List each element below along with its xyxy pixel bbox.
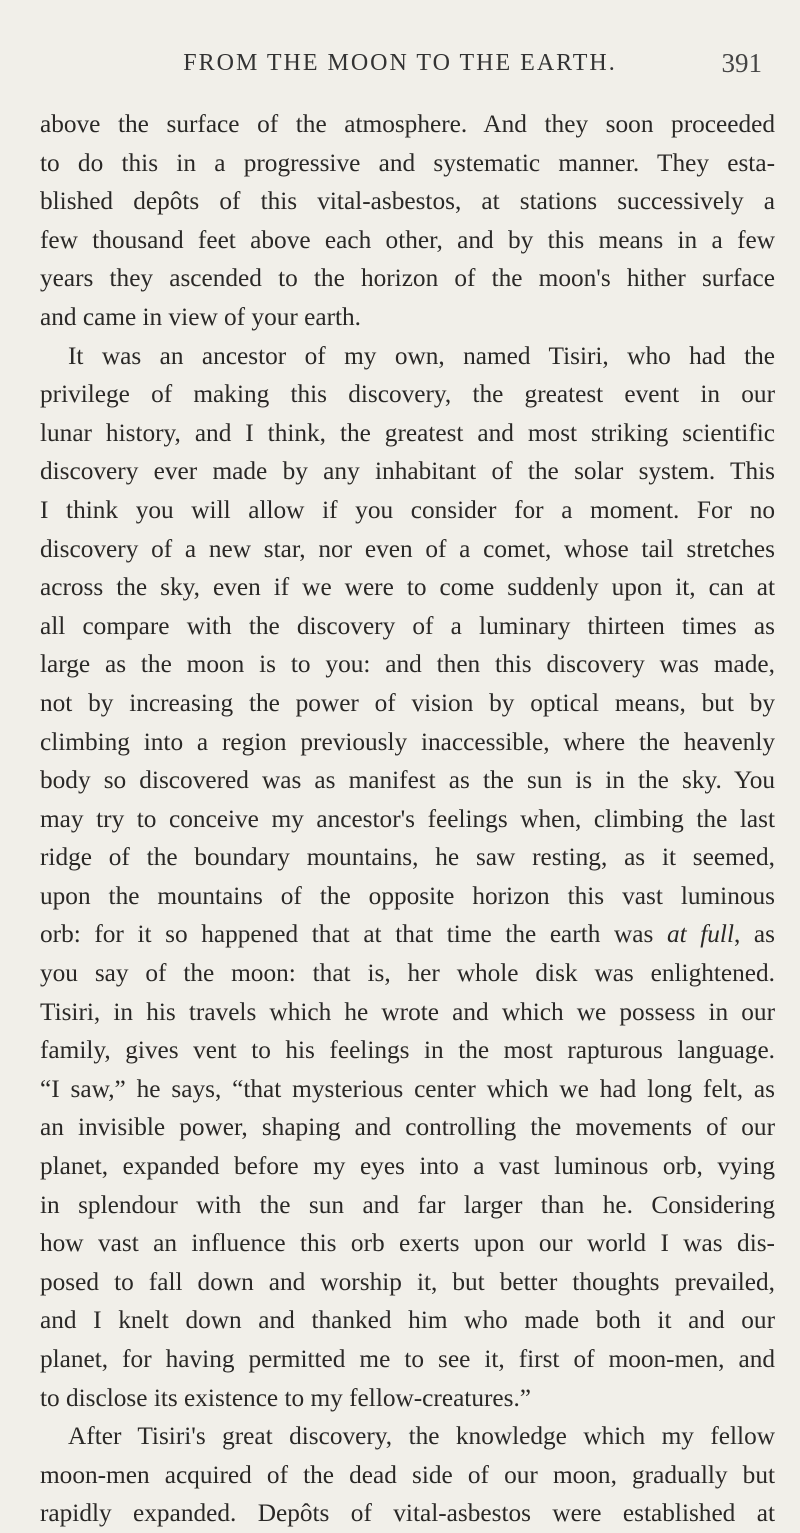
paragraph-start-line: It was an ancestor of my own, named Tisiri, who had the (68, 341, 775, 370)
text-line: years they ascended to the horizon of the moon's hither surface (40, 264, 775, 293)
text-line: all compare with the discovery of a luminary thirteen times as (40, 611, 775, 640)
line-text-before-italic: orb: for it so happened that at that time the earth was (40, 920, 667, 949)
text-line: planet, for having permitted me to see it, first of moon-men, and (40, 1345, 775, 1373)
text-line: may try to conceive my ancestor's feelings when, climbing the last (40, 804, 775, 833)
text-line: large as the moon is to you: and then this discovery was made, (40, 650, 775, 679)
text-line: climbing into a region previously inaccessible, where the heavenly (40, 727, 775, 756)
running-head (0, 0, 800, 78)
text-line: ridge of the boundary mountains, he saw resting, as it seemed, (40, 843, 775, 872)
text-line: lunar history, and I think, the greatest and most striking scientific (40, 418, 775, 447)
text-line: family, gives vent to his feelings in the most rapturous language. (40, 1036, 775, 1065)
text-line: planet, expanded before my eyes into a vast luminous orb, vying (40, 1152, 775, 1181)
text-line: and I knelt down and thanked him who made both it and our (40, 1306, 775, 1335)
text-line: you say of the moon: that is, her whole disk was enlightened. (40, 959, 775, 988)
text-line: moon-men acquired of the dead side of our moon, gradually but (40, 1460, 775, 1489)
page-number: 391 (721, 48, 762, 78)
text-line: in splendour with the sun and far larger than he. Considering (40, 1190, 775, 1219)
text-line: blished depôts of this vital-asbestos, at stations successively a (40, 187, 775, 216)
text-line: discovery of a new star, nor even of a comet, whose tail stretches (40, 534, 775, 563)
text-line: Tisiri, in his travels which he wrote and which we possess in our (40, 997, 775, 1026)
body-text (40, 105, 775, 1533)
text-line: “I saw,” he says, “that mysterious center which we had long felt, as (40, 1074, 775, 1103)
text-line: how vast an influence this orb exerts upon our world I was dis- (40, 1229, 775, 1258)
italic-phrase: at full (666, 920, 734, 949)
paragraph-end-line: to disclose its existence to my fellow-creatures.” (40, 1383, 532, 1412)
running-title: FROM THE MOON TO THE EARTH. (183, 50, 617, 76)
text-line: few thousand feet above each other, and by this means in a few (40, 225, 775, 254)
paragraph-end-line: and came in view of your earth. (40, 302, 362, 331)
text-line: upon the mountains of the opposite horizon this vast luminous (40, 881, 775, 910)
text-line: body so discovered was as manifest as the sun is in the sky. You (40, 766, 775, 795)
text-line: an invisible power, shaping and controlling the movements of our (40, 1113, 775, 1142)
line-text-after-italic: , as (734, 920, 776, 949)
text-line: posed to fall down and worship it, but better thoughts prevailed, (40, 1267, 775, 1296)
text-line: across the sky, even if we were to come suddenly upon it, can at (40, 573, 775, 602)
paragraph-start-line: After Tisiri's great discovery, the knowledge which my fellow (68, 1422, 775, 1451)
text-line: not by increasing the power of vision by optical means, but by (40, 688, 775, 717)
text-line: above the surface of the atmosphere. And they soon proceeded (40, 110, 775, 138)
text-line: I think you will allow if you consider for a moment. For no (40, 495, 775, 524)
text-line: discovery ever made by any inhabitant of the solar system. This (40, 457, 775, 486)
text-line: rapidly expanded. Depôts of vital-asbestos were established at (40, 1499, 775, 1528)
text-line-with-italic (40, 915, 775, 954)
text-line: privilege of making this discovery, the greatest event in our (40, 380, 775, 409)
text-line: to do this in a progressive and systematic manner. They esta- (40, 148, 775, 177)
